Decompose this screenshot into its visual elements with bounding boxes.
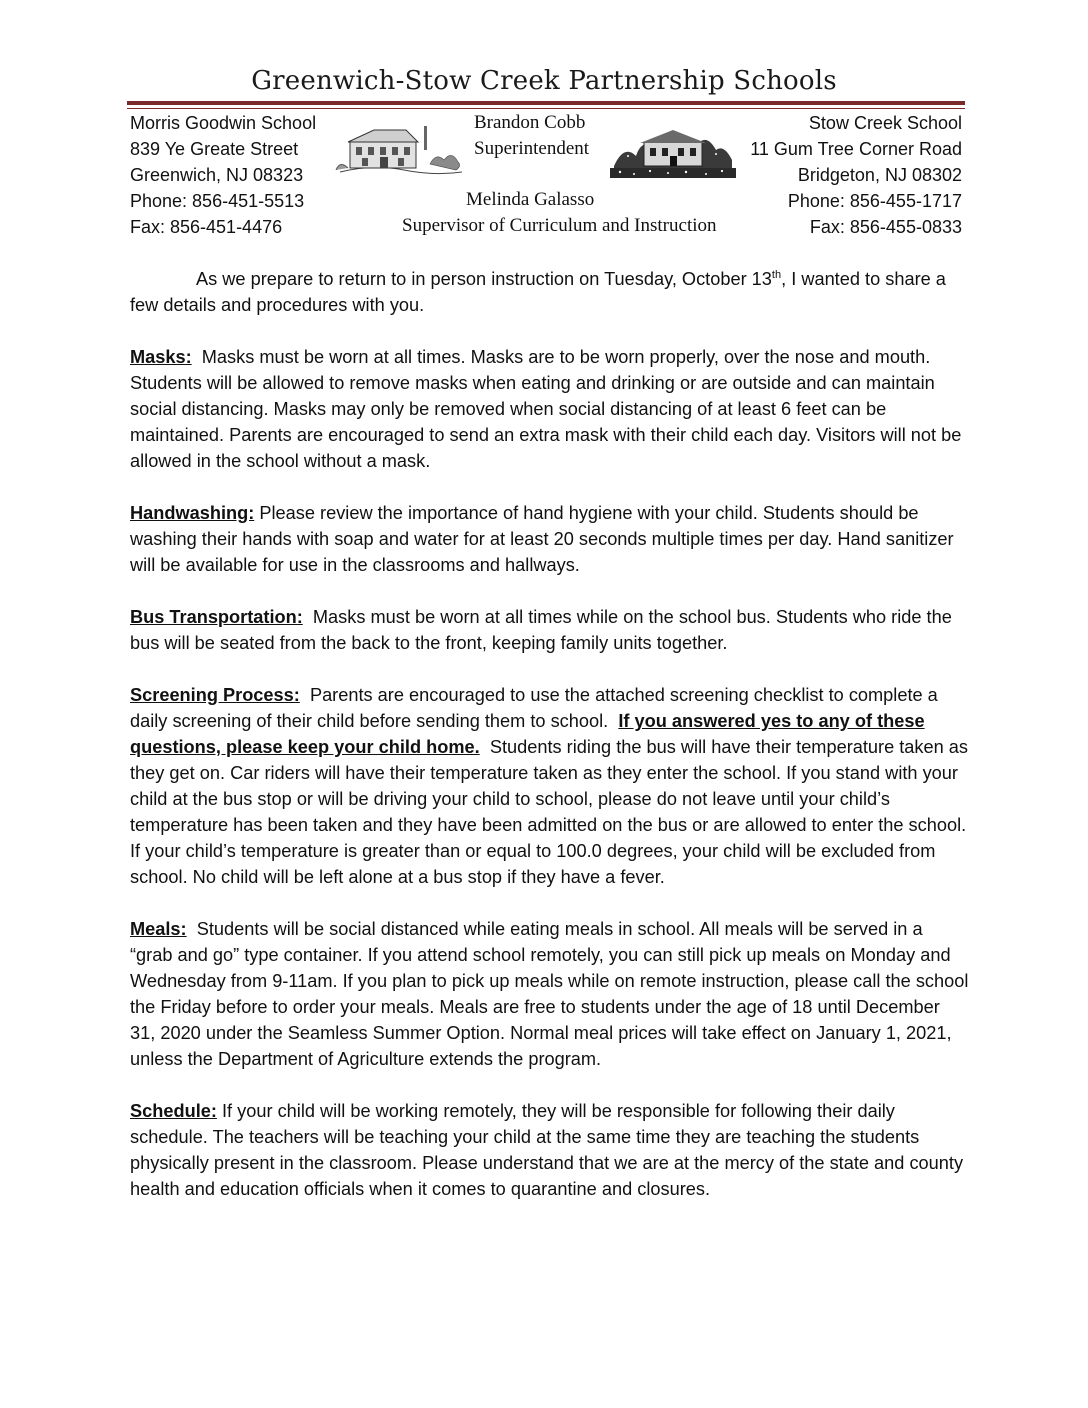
bus-paragraph [130, 604, 970, 656]
stow-creek-school-sketch [610, 126, 736, 178]
schedule-heading: Schedule: [130, 1101, 217, 1121]
stow-creek-address [750, 110, 962, 240]
superintendent-name: Brandon Cobb [474, 112, 586, 133]
screening-paragraph [130, 682, 970, 890]
left-school-street: 839 Ye Greate Street [130, 139, 299, 159]
left-school-phone: Phone: 856-451-5513 [130, 191, 305, 211]
right-school-name: Stow Creek School [808, 113, 962, 133]
handwashing-heading: Handwashing: [130, 503, 255, 523]
masks-text: Masks must be worn at all times. Masks are to be worn properly, over the nose and mouth. Students will be allowed to remove masks when eating and drinking or are outside and can maintain social distancing. Masks may only be removed when social distancing of at least 6 feet can be maintained. Parents are encouraged to send an extra mask with their child each day. Visitors will not be allowed in the school without a mask. [130, 347, 962, 471]
handwashing-paragraph [130, 500, 970, 578]
intro-paragraph [130, 266, 970, 318]
right-school-phone: Phone: 856-455-1717 [787, 191, 962, 211]
schedule-text: If your child will be working remotely, they will be responsible for following their daily schedule. The teachers will be teaching your child at the same time they are teaching the students physically present in the classroom. Please understand that we are at the mercy of the state and county health and education officials when it comes to quarantine and closures. [130, 1101, 964, 1199]
handwashing-text: Please review the importance of hand hygiene with your child. Students should be washing their hands with soap and water for at least 20 seconds multiple times per day. Hand sanitizer will be available for use in the classrooms and hallways. [130, 503, 954, 575]
right-school-city: Bridgeton, NJ 08302 [797, 165, 962, 185]
meals-text: Students will be social distanced while eating meals in school. All meals will be served in a “grab and go” type container. If you attend school remotely, you can still pick up meals on Monday and Wednesday from 9-11am. If you plan to pick up meals while on remote instruction, please call the school the Friday before to order your meals. Meals are free to students under the age of 18 until December 31, 2020 under the Seamless Summer Option. Normal meal prices will take effect on January 1, 2021, unless the Department of Agriculture extends the program. [130, 919, 969, 1069]
screening-text-end: Students riding the bus will have their temperature taken as they get on. Car riders will have their temperature taken as they enter the school. If you stand with your child at the bus stop or will be driving your child to school, please do not leave until your child’s temperature has been taken and they have been admitted on the bus or are allowed to enter the school. If your child’s temperature is greater than or equal to 100.0 degrees, your child will be excluded from school. No child will be left alone at a bus stop if they have a fever. [130, 737, 969, 887]
bus-heading: Bus Transportation: [130, 607, 303, 627]
intro-text: As we prepare to return to in person instruction on Tuesday, October 13 [196, 269, 772, 289]
meals-paragraph [130, 916, 970, 1072]
intro-text-end: , I wanted to share a few details and procedures with you. [130, 269, 946, 315]
intro-superscript: th [771, 268, 782, 281]
left-school-name: Morris Goodwin School [130, 113, 317, 133]
supervisor-title: Supervisor of Curriculum and Instruction [402, 215, 717, 236]
right-school-fax: Fax: 856-455-0833 [809, 217, 962, 237]
letterhead-rule-thin [127, 108, 965, 109]
left-school-fax: Fax: 856-451-4476 [130, 217, 283, 237]
screening-emphasis: If you answered yes to any of these questions, please keep your child home. [130, 711, 925, 757]
masks-paragraph [130, 344, 970, 474]
left-school-city: Greenwich, NJ 08323 [130, 165, 304, 185]
masks-heading: Masks: [130, 347, 192, 367]
morris-goodwin-address [130, 110, 316, 240]
letter-body [130, 266, 970, 1228]
superintendent-title: Superintendent [474, 138, 590, 159]
screening-text: Parents are encouraged to use the attached screening checklist to complete a daily screening of their child before sending them to school. [130, 685, 938, 731]
letterhead-title: Greenwich-Stow Creek Partnership Schools [251, 66, 837, 96]
letterhead-rule [127, 101, 965, 105]
supervisor-name: Melinda Galasso [466, 189, 595, 210]
morris-goodwin-school-sketch [334, 120, 468, 180]
bus-text: Masks must be worn at all times while on the school bus. Students who ride the bus will be seated from the back to the front, keeping family units together. [130, 607, 952, 653]
screening-heading: Screening Process: [130, 685, 300, 705]
right-school-street: 11 Gum Tree Corner Road [750, 139, 962, 159]
schedule-paragraph [130, 1098, 970, 1202]
meals-heading: Meals: [130, 919, 187, 939]
